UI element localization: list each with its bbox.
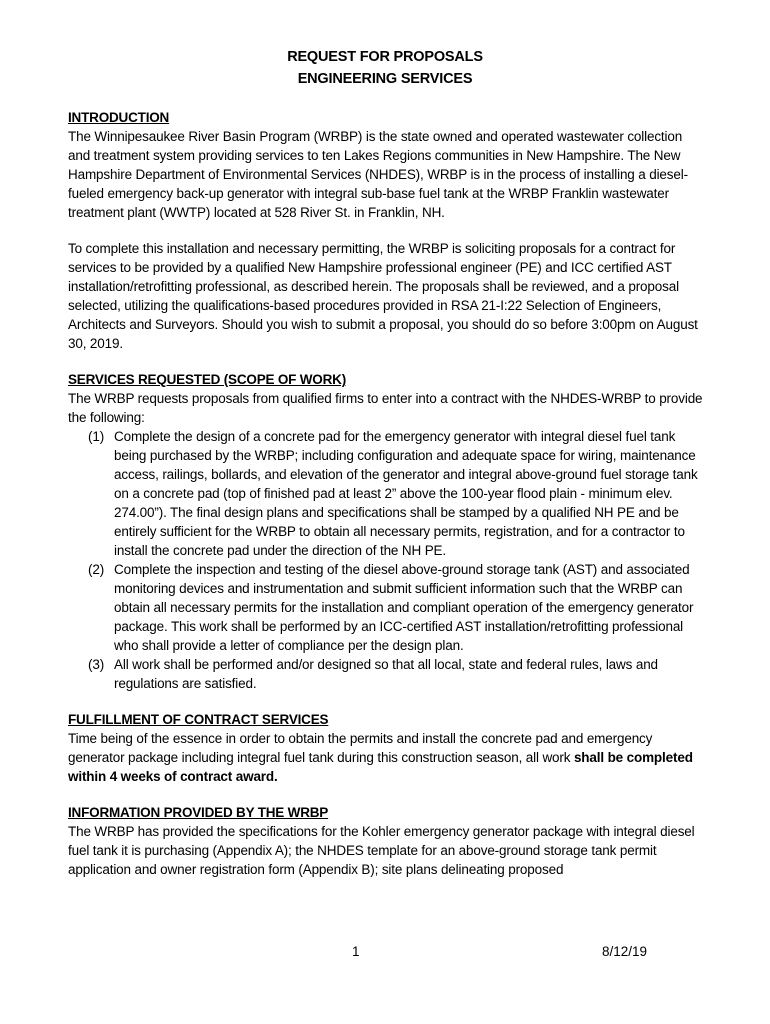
introduction-heading: INTRODUCTION [68,110,170,125]
fulfillment-text: Time being of the essence in order to obtain the permits and install the concrete pad and emergency generator package including integral fuel tank during this construction season, all work [68,731,653,765]
list-item-number: (1) [88,429,105,444]
footer-date: 8/12/19 [602,944,648,959]
title-line-1: REQUEST FOR PROPOSALS [287,49,483,65]
information-heading: INFORMATION PROVIDED BY THE WRBP [68,805,329,820]
services-intro: The WRBP requests proposals from qualified firms to enter into a contract with the NHDES-WRBP to provide the following: [68,391,703,425]
list-item-text: Complete the design of a concrete pad for the emergency generator with integral diesel fuel tank being purchased by the WRBP; including configuration and adequate space for wiring, maintenance access, railings, bollards, and elevation of the generator and integral above-ground fuel storage tank on a concrete pad (top of finished pad at least 2” above the 100-year flood plain - minimum elev. 274.00”). The final design plans and specifications shall be stamped by a qualified NH PE and be entirely sufficient for the WRBP to obtain all necessary permits, registration, and for a contractor to install the concrete pad under the direction of the NH PE. [114,429,698,558]
information-paragraph: The WRBP has provided the specifications for the Kohler emergency generator package with integral diesel fuel tank it is purchasing (Appendix A); the NHDES template for an above-ground storage tank permit application and owner registration form (Appendix B); site plans delineating proposed [68,824,695,877]
fulfillment-heading: FULFILLMENT OF CONTRACT SERVICES [68,712,329,727]
list-item-number: (2) [88,562,105,577]
list-item-text: All work shall be performed and/or designed so that all local, state and federal rules, laws and regulations are satisfied. [114,657,658,691]
introduction-paragraph-1: The Winnipesaukee River Basin Program (WRBP) is the state owned and operated wastewater collection and treatment system providing services to ten Lakes Regions communities in New Hampshire. The New Hampshire Department of Environmental Services (NHDES), WRBP is in the process of installing a diesel-fueled emergency back-up generator with integral sub-base fuel tank at the WRBP Franklin wastewater treatment plant (WWTP) located at 528 River St. in Franklin, NH. [68,129,688,220]
list-item-number: (3) [88,657,105,672]
introduction-paragraph-2: To complete this installation and necessary permitting, the WRBP is soliciting proposals for a contract for services to be provided by a qualified New Hampshire professional engineer (PE) and ICC certified AST installation/retrofitting professional, as described herein. The proposals shall be reviewed, and a proposal selected, utilizing the qualifications-based procedures provided in RSA 21-I:22 Selection of Engineers, Architects and Surveyors. Should you wish to submit a proposal, you should do so before 3:00pm on August 30, 2019. [68,241,698,351]
services-heading: SERVICES REQUESTED (SCOPE OF WORK) [68,372,346,387]
services-list [68,427,706,693]
document-title [0,46,770,90]
page-number: 1 [352,944,360,959]
list-item-text: Complete the inspection and testing of the diesel above-ground storage tank (AST) and associated monitoring devices and instrumentation and submit sufficient information such that the WRBP can obtain all necessary permits for the installation and compliant operation of the emergency generator package. This work shall be performed by an ICC-certified AST installation/retrofitting professional who shall provide a letter of compliance per the design plan. [114,562,694,653]
services-list-item-1 [68,427,706,560]
services-list-item-2 [68,560,706,655]
fulfillment-paragraph [68,729,706,786]
title-line-2: ENGINEERING SERVICES [297,71,473,87]
fulfillment-deadline: shall be completed within 4 weeks of contract award. [68,750,693,784]
services-list-item-3 [68,655,706,693]
document-body [68,108,706,879]
